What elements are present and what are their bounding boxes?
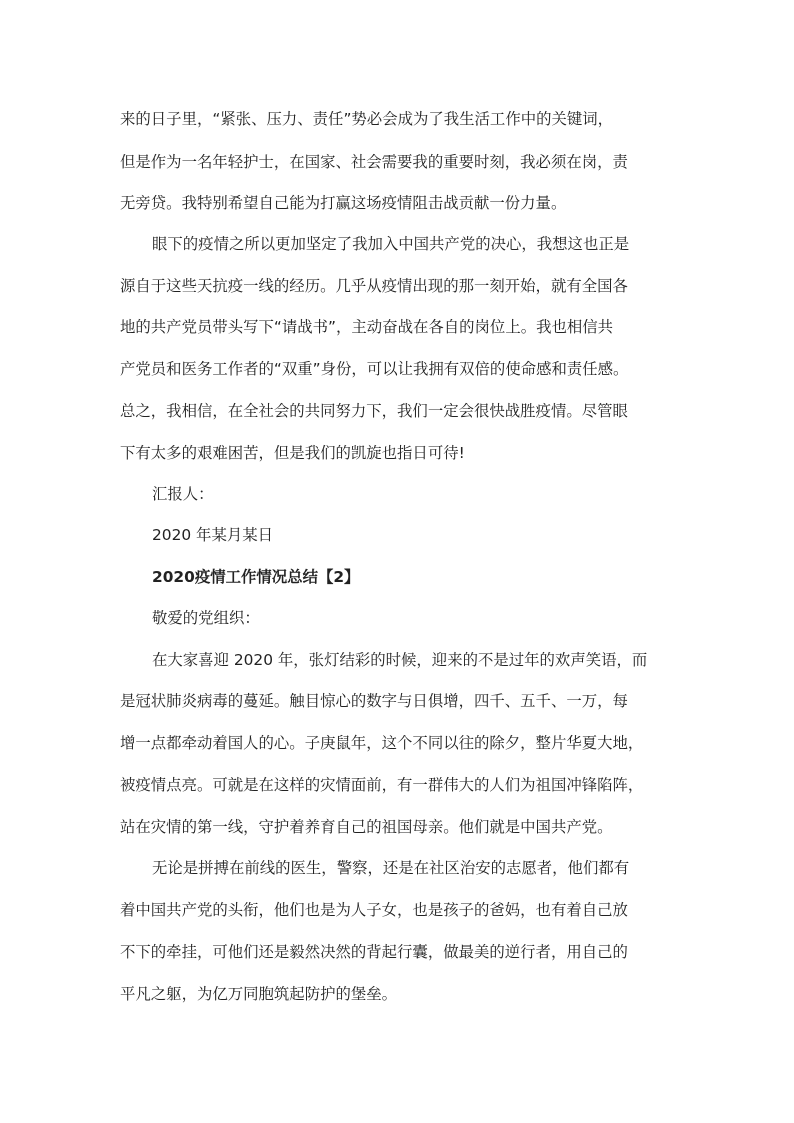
body-line: 地的共产党员带头写下“请战书”，主动奋战在各自的岗位上。我也相信共 bbox=[120, 318, 614, 336]
body-line: 源自于这些天抗疫一线的经历。几乎从疫情出现的那一刻开始，就有全国各 bbox=[120, 277, 628, 295]
body-line: 站在灾情的第一线，守护着养育自己的祖国母亲。他们就是中国共产党。 bbox=[120, 818, 613, 836]
section-heading: 2020疫情工作情况总结【2】 bbox=[152, 568, 360, 586]
body-line: 平凡之躯，为亿万同胞筑起防护的堡垒。 bbox=[120, 985, 398, 1003]
report-date: 2020 年某月某日 bbox=[152, 526, 274, 544]
salutation: 敬爱的党组织： bbox=[152, 609, 260, 627]
body-line: 下有太多的艰难困苦，但是我们的凯旋也指日可待! bbox=[120, 444, 465, 462]
body-line: 产党员和医务工作者的“双重”身份，可以让我拥有双倍的使命感和责任感。 bbox=[120, 360, 629, 378]
body-line: 总之，我相信，在全社会的共同努力下，我们一定会很快战胜疫情。尽管眼 bbox=[120, 402, 628, 420]
body-line: 来的日子里，“紧张、压力、责任”势必会成为了我生活工作中的关键词， bbox=[120, 110, 614, 128]
body-line: 无旁贷。我特别希望自己能为打赢这场疫情阻击战贡献一份力量。 bbox=[120, 194, 567, 212]
body-line: 眼下的疫情之所以更加坚定了我加入中国共产党的决心，我想这也正是 bbox=[152, 235, 630, 253]
body-line: 无论是拼搏在前线的医生，警察，还是在社区治安的志愿者，他们都有 bbox=[152, 859, 630, 877]
body-line: 但是作为一名年轻护士，在国家、社会需要我的重要时刻，我必须在岗，责 bbox=[120, 153, 628, 171]
body-line: 着中国共产党的头衔，他们也是为人子女，也是孩子的爸妈，也有着自己放 bbox=[120, 901, 628, 919]
body-line: 被疫情点亮。可就是在这样的灾情面前，有一群伟大的人们为祖国冲锋陷阵， bbox=[120, 776, 644, 794]
body-line: 在大家喜迎 2020 年，张灯结彩的时候，迎来的不是过年的欢声笑语，而 bbox=[152, 651, 648, 669]
reporter-label: 汇报人： bbox=[152, 485, 214, 503]
body-line: 不下的牵挂，可他们还是毅然决然的背起行囊，做最美的逆行者，用自己的 bbox=[120, 943, 628, 961]
body-line: 增一点都牵动着国人的心。子庚鼠年，这个不同以往的除夕，整片华夏大地， bbox=[120, 734, 644, 752]
body-line: 是冠状肺炎病毒的蔓延。触目惊心的数字与日俱增，四千、五千、一万，每 bbox=[120, 692, 628, 710]
